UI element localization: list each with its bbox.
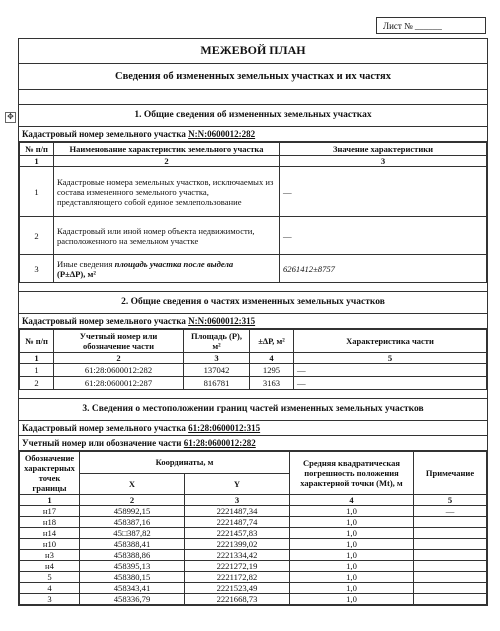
s3-header-point: Обозначение характерных точек границы xyxy=(20,452,80,495)
name-italic: площадь участка после выдела xyxy=(114,258,234,269)
table-row xyxy=(20,583,487,594)
s3-colnum: 2 xyxy=(80,495,185,506)
point-error: 1,0 xyxy=(290,572,414,583)
row-number: 1 xyxy=(20,364,54,377)
row-number: 3 xyxy=(20,255,54,283)
table-row xyxy=(20,364,487,377)
part-area: 816781 xyxy=(184,377,250,390)
section3-cadastral-value: 61:28:0600012:315 xyxy=(188,423,261,433)
table-row xyxy=(20,550,487,561)
s2-colnum: 2 xyxy=(54,353,184,364)
section1-cadastral-value: N:N:0600012:282 xyxy=(188,129,256,139)
characteristic-value: 6261412±8757 xyxy=(280,255,487,283)
row-number: 2 xyxy=(20,217,54,255)
s3-header-error: Средняя квадратическая погрешность положения характерной точки (Mt), м xyxy=(290,452,414,495)
coord-y: 2221172,82 xyxy=(185,572,290,583)
s2-colnum: 4 xyxy=(250,353,294,364)
section1-table xyxy=(19,142,487,283)
row-number: 2 xyxy=(20,377,54,390)
s2-colnum: 3 xyxy=(184,353,250,364)
section3-part-value: 61:28:0600012:282 xyxy=(183,438,256,448)
section3-title: 3. Сведения о местоположении границ частей измененных земельных участков xyxy=(19,398,487,420)
table-row xyxy=(20,506,487,517)
section1-cadastral-label: Кадастровый номер земельного участка xyxy=(22,129,186,139)
point-label: н14 xyxy=(20,528,80,539)
coord-x: 458388,41 xyxy=(80,539,185,550)
point-note xyxy=(414,583,487,594)
s1-colnum: 2 xyxy=(54,156,280,167)
section2-cadastral-line xyxy=(19,313,487,329)
point-error: 1,0 xyxy=(290,517,414,528)
characteristic-name: Кадастровые номера земельных участков, исключаемых из состава измененного земельного участка, представляющего собой единое землепользование xyxy=(54,167,280,217)
point-label: н17 xyxy=(20,506,80,517)
coord-y: 2221457,83 xyxy=(185,528,290,539)
s3-header-note: Примечание xyxy=(414,452,487,495)
point-error: 1,0 xyxy=(290,594,414,605)
table-row xyxy=(20,561,487,572)
point-error: 1,0 xyxy=(290,506,414,517)
part-number: 61:28:0600012:282 xyxy=(54,364,184,377)
coord-x: 458343,41 xyxy=(80,583,185,594)
table-row xyxy=(20,217,487,255)
point-label: 4 xyxy=(20,583,80,594)
point-note xyxy=(414,572,487,583)
s3-colnum: 5 xyxy=(414,495,487,506)
coord-y: 2221487,34 xyxy=(185,506,290,517)
coord-x: 458395,13 xyxy=(80,561,185,572)
section1-title: 1. Общие сведения об измененных земельных участках xyxy=(19,104,487,126)
s3-header-x: X xyxy=(80,473,185,495)
point-note xyxy=(414,561,487,572)
coord-x: 458380,15 xyxy=(80,572,185,583)
point-note xyxy=(414,550,487,561)
document-frame xyxy=(18,38,488,606)
coord-y: 2221334,42 xyxy=(185,550,290,561)
point-label: н18 xyxy=(20,517,80,528)
row-number: 1 xyxy=(20,167,54,217)
point-error: 1,0 xyxy=(290,583,414,594)
table-row xyxy=(20,517,487,528)
s3-colnum: 3 xyxy=(185,495,290,506)
section2-cadastral-value: N:N:0600012:315 xyxy=(188,316,256,326)
s3-colnum: 4 xyxy=(290,495,414,506)
coord-y: 2221523,49 xyxy=(185,583,290,594)
s1-header-value: Значение характеристики xyxy=(280,143,487,156)
coord-y: 2221668,73 xyxy=(185,594,290,605)
table-move-handle-icon[interactable]: ✥ xyxy=(5,112,16,123)
coord-y: 2221487,74 xyxy=(185,517,290,528)
part-area: 137042 xyxy=(184,364,250,377)
part-characteristic: — xyxy=(294,364,487,377)
s1-colnum: 3 xyxy=(280,156,487,167)
characteristic-name: Кадастровый или иной номер объекта недвижимости, расположенного на земельном участке xyxy=(54,217,280,255)
section1-cadastral-line xyxy=(19,126,487,142)
table-row xyxy=(20,377,487,390)
s3-header-coords: Координаты, м xyxy=(80,452,290,474)
name-prefix: Иные сведения xyxy=(57,258,113,269)
characteristic-value: — xyxy=(280,217,487,255)
section2-cadastral-label: Кадастровый номер земельного участка xyxy=(22,316,186,326)
section3-part-line xyxy=(19,436,487,451)
s2-header-dp: ±∆Р, м² xyxy=(250,330,294,353)
section2-title: 2. Общие сведения о частях измененных земельных участков xyxy=(19,291,487,313)
s3-colnum: 1 xyxy=(20,495,80,506)
coord-x: 458336,79 xyxy=(80,594,185,605)
coord-x: 458992,15 xyxy=(80,506,185,517)
point-error: 1,0 xyxy=(290,550,414,561)
section3-table xyxy=(19,451,487,605)
point-note xyxy=(414,528,487,539)
coord-y: 2221272,19 xyxy=(185,561,290,572)
s1-header-name: Наименование характеристик земельного участка xyxy=(54,143,280,156)
part-number: 61:28:0600012:287 xyxy=(54,377,184,390)
point-error: 1,0 xyxy=(290,561,414,572)
s2-header-char: Характеристика части xyxy=(294,330,487,353)
coord-x: 458388,86 xyxy=(80,550,185,561)
point-label: н10 xyxy=(20,539,80,550)
point-error: 1,0 xyxy=(290,528,414,539)
coord-y: 2221399,02 xyxy=(185,539,290,550)
boundary-plan-document xyxy=(18,38,488,606)
part-delta: 1295 xyxy=(250,364,294,377)
s2-header-area: Площадь (Р), м² xyxy=(184,330,250,353)
page-subtitle: Сведения об измененных земельных участках и их частях xyxy=(19,64,487,90)
table-row xyxy=(20,572,487,583)
s3-header-y: Y xyxy=(185,473,290,495)
point-label: 5 xyxy=(20,572,80,583)
s2-colnum: 5 xyxy=(294,353,487,364)
point-label: н3 xyxy=(20,550,80,561)
point-error: 1,0 xyxy=(290,539,414,550)
point-note: — xyxy=(414,506,487,517)
name-suffix: (Р±∆Р), м² xyxy=(57,268,96,279)
s2-header-part: Учетный номер или обозначение части xyxy=(54,330,184,353)
point-note xyxy=(414,594,487,605)
coord-x: 45□387,82 xyxy=(80,528,185,539)
point-label: н4 xyxy=(20,561,80,572)
section3-part-label: Учетный номер или обозначение части xyxy=(22,438,182,448)
table-row xyxy=(20,255,487,283)
table-row xyxy=(20,528,487,539)
page-title: МЕЖЕВОЙ ПЛАН xyxy=(19,39,487,64)
part-delta: 3163 xyxy=(250,377,294,390)
characteristic-value: — xyxy=(280,167,487,217)
section3-cadastral-label: Кадастровый номер земельного участка xyxy=(22,423,186,433)
characteristic-name xyxy=(54,255,280,283)
s2-colnum: 1 xyxy=(20,353,54,364)
s1-colnum: 1 xyxy=(20,156,54,167)
table-row xyxy=(20,167,487,217)
point-note xyxy=(414,517,487,528)
coord-x: 458387,16 xyxy=(80,517,185,528)
part-characteristic: — xyxy=(294,377,487,390)
table-row xyxy=(20,539,487,550)
point-note xyxy=(414,539,487,550)
table-row xyxy=(20,594,487,605)
s1-header-num: № п/п xyxy=(20,143,54,156)
point-label: 3 xyxy=(20,594,80,605)
section3-cadastral-line xyxy=(19,420,487,436)
section2-table xyxy=(19,329,487,390)
s2-header-num: № п/п xyxy=(20,330,54,353)
sheet-number-box: Лист № ______ xyxy=(376,17,486,34)
